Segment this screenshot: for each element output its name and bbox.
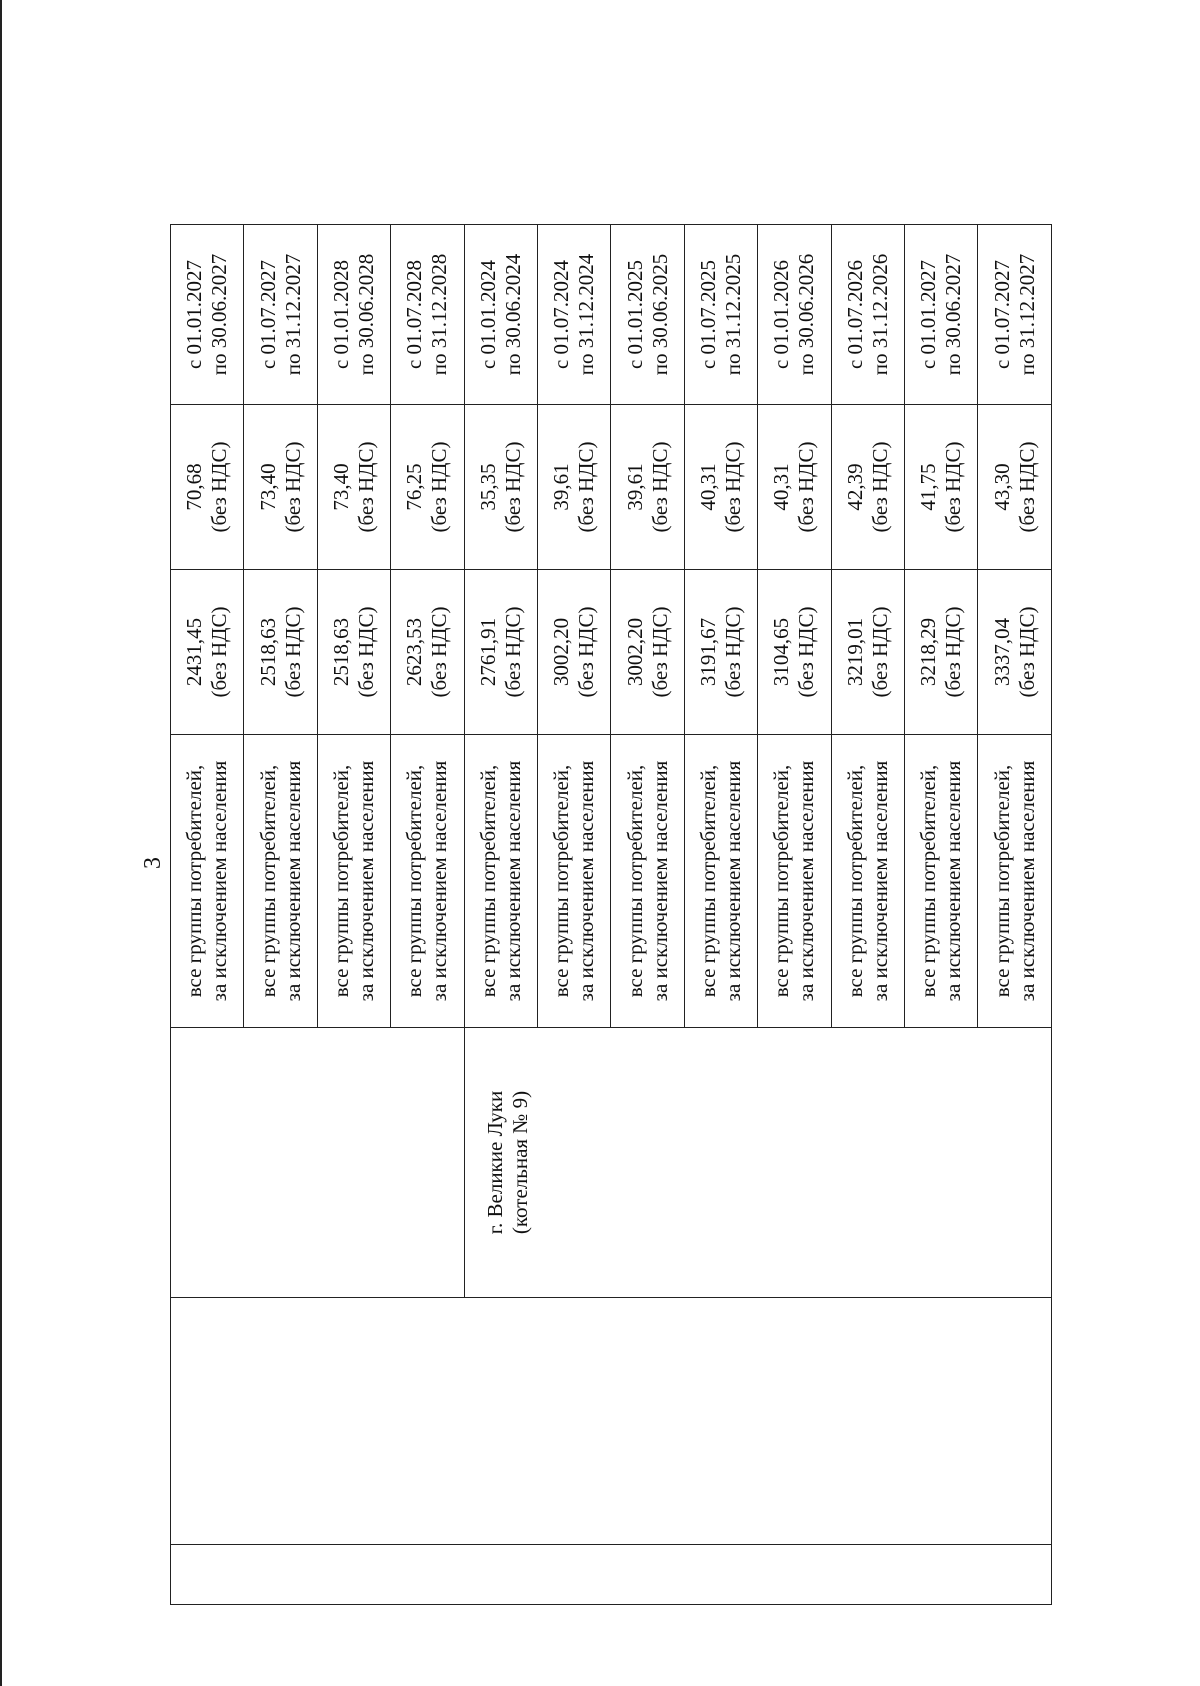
consumer-group-cell: все группы потребителей, за исключением населения — [171, 735, 244, 1028]
rate-2-cell: 41,75 (без НДС) — [905, 405, 978, 570]
period-cell: с 01.07.2028 по 31.12.2028 — [391, 225, 464, 405]
consumer-group-cell: все группы потребителей, за исключением населения — [538, 735, 611, 1028]
tariff-table-body — [171, 225, 1052, 1605]
period-cell: с 01.01.2025 по 30.06.2025 — [611, 225, 684, 405]
period-cell: с 01.01.2028 по 30.06.2028 — [317, 225, 390, 405]
rate-1-cell: 2518,63 (без НДС) — [244, 570, 317, 735]
rate-2-cell: 35,35 (без НДС) — [464, 405, 537, 570]
consumer-group-cell: все группы потребителей, за исключением населения — [244, 735, 317, 1028]
rate-2-cell: 39,61 (без НДС) — [538, 405, 611, 570]
period-cell: с 01.01.2027 по 30.06.2027 — [171, 225, 244, 405]
rate-2-cell: 40,31 (без НДС) — [758, 405, 831, 570]
rate-2-cell: 73,40 (без НДС) — [244, 405, 317, 570]
page-left-edge — [0, 0, 2, 1686]
organization-cell — [171, 1298, 1052, 1545]
consumer-group-cell: все группы потребителей, за исключением населения — [978, 735, 1052, 1028]
rate-1-cell: 2518,63 (без НДС) — [317, 570, 390, 735]
table-rotator — [170, 225, 1052, 1605]
period-cell: с 01.07.2025 по 31.12.2025 — [684, 225, 757, 405]
consumer-group-cell: все группы потребителей, за исключением населения — [831, 735, 904, 1028]
period-cell: с 01.07.2026 по 31.12.2026 — [831, 225, 904, 405]
location-cell-previous — [171, 1028, 465, 1298]
location-cell: г. Великие Луки (котельная № 9) — [464, 1028, 1051, 1298]
rate-2-cell: 70,68 (без НДС) — [171, 405, 244, 570]
page-number: 3 — [140, 857, 166, 869]
number-cell — [171, 1545, 1052, 1605]
tariff-table — [170, 224, 1052, 1605]
rate-1-cell: 3218,29 (без НДС) — [905, 570, 978, 735]
rate-1-cell: 3104,65 (без НДС) — [758, 570, 831, 735]
consumer-group-cell: все группы потребителей, за исключением населения — [758, 735, 831, 1028]
consumer-group-cell: все группы потребителей, за исключением населения — [464, 735, 537, 1028]
rotated-table-area — [170, 225, 1052, 1605]
rate-1-cell: 3002,20 (без НДС) — [538, 570, 611, 735]
rate-1-cell: 2761,91 (без НДС) — [464, 570, 537, 735]
rate-1-cell: 3219,01 (без НДС) — [831, 570, 904, 735]
period-cell: с 01.07.2027 по 31.12.2027 — [244, 225, 317, 405]
rate-2-cell: 42,39 (без НДС) — [831, 405, 904, 570]
rate-1-cell: 3337,04 (без НДС) — [978, 570, 1052, 735]
rate-1-cell: 2623,53 (без НДС) — [391, 570, 464, 735]
rate-2-cell: 43,30 (без НДС) — [978, 405, 1052, 570]
table-row — [171, 225, 244, 1605]
rate-2-cell: 39,61 (без НДС) — [611, 405, 684, 570]
consumer-group-cell: все группы потребителей, за исключением населения — [391, 735, 464, 1028]
consumer-group-cell: все группы потребителей, за исключением населения — [317, 735, 390, 1028]
period-cell: с 01.07.2027 по 31.12.2027 — [978, 225, 1052, 405]
consumer-group-cell: все группы потребителей, за исключением населения — [611, 735, 684, 1028]
consumer-group-cell: все группы потребителей, за исключением населения — [905, 735, 978, 1028]
consumer-group-cell: все группы потребителей, за исключением населения — [684, 735, 757, 1028]
rate-2-cell: 76,25 (без НДС) — [391, 405, 464, 570]
period-cell: с 01.07.2024 по 31.12.2024 — [538, 225, 611, 405]
rate-2-cell: 73,40 (без НДС) — [317, 405, 390, 570]
rate-2-cell: 40,31 (без НДС) — [684, 405, 757, 570]
period-cell: с 01.01.2024 по 30.06.2024 — [464, 225, 537, 405]
period-cell: с 01.01.2026 по 30.06.2026 — [758, 225, 831, 405]
rate-1-cell: 3002,20 (без НДС) — [611, 570, 684, 735]
rate-1-cell: 3191,67 (без НДС) — [684, 570, 757, 735]
rate-1-cell: 2431,45 (без НДС) — [171, 570, 244, 735]
period-cell: с 01.01.2027 по 30.06.2027 — [905, 225, 978, 405]
